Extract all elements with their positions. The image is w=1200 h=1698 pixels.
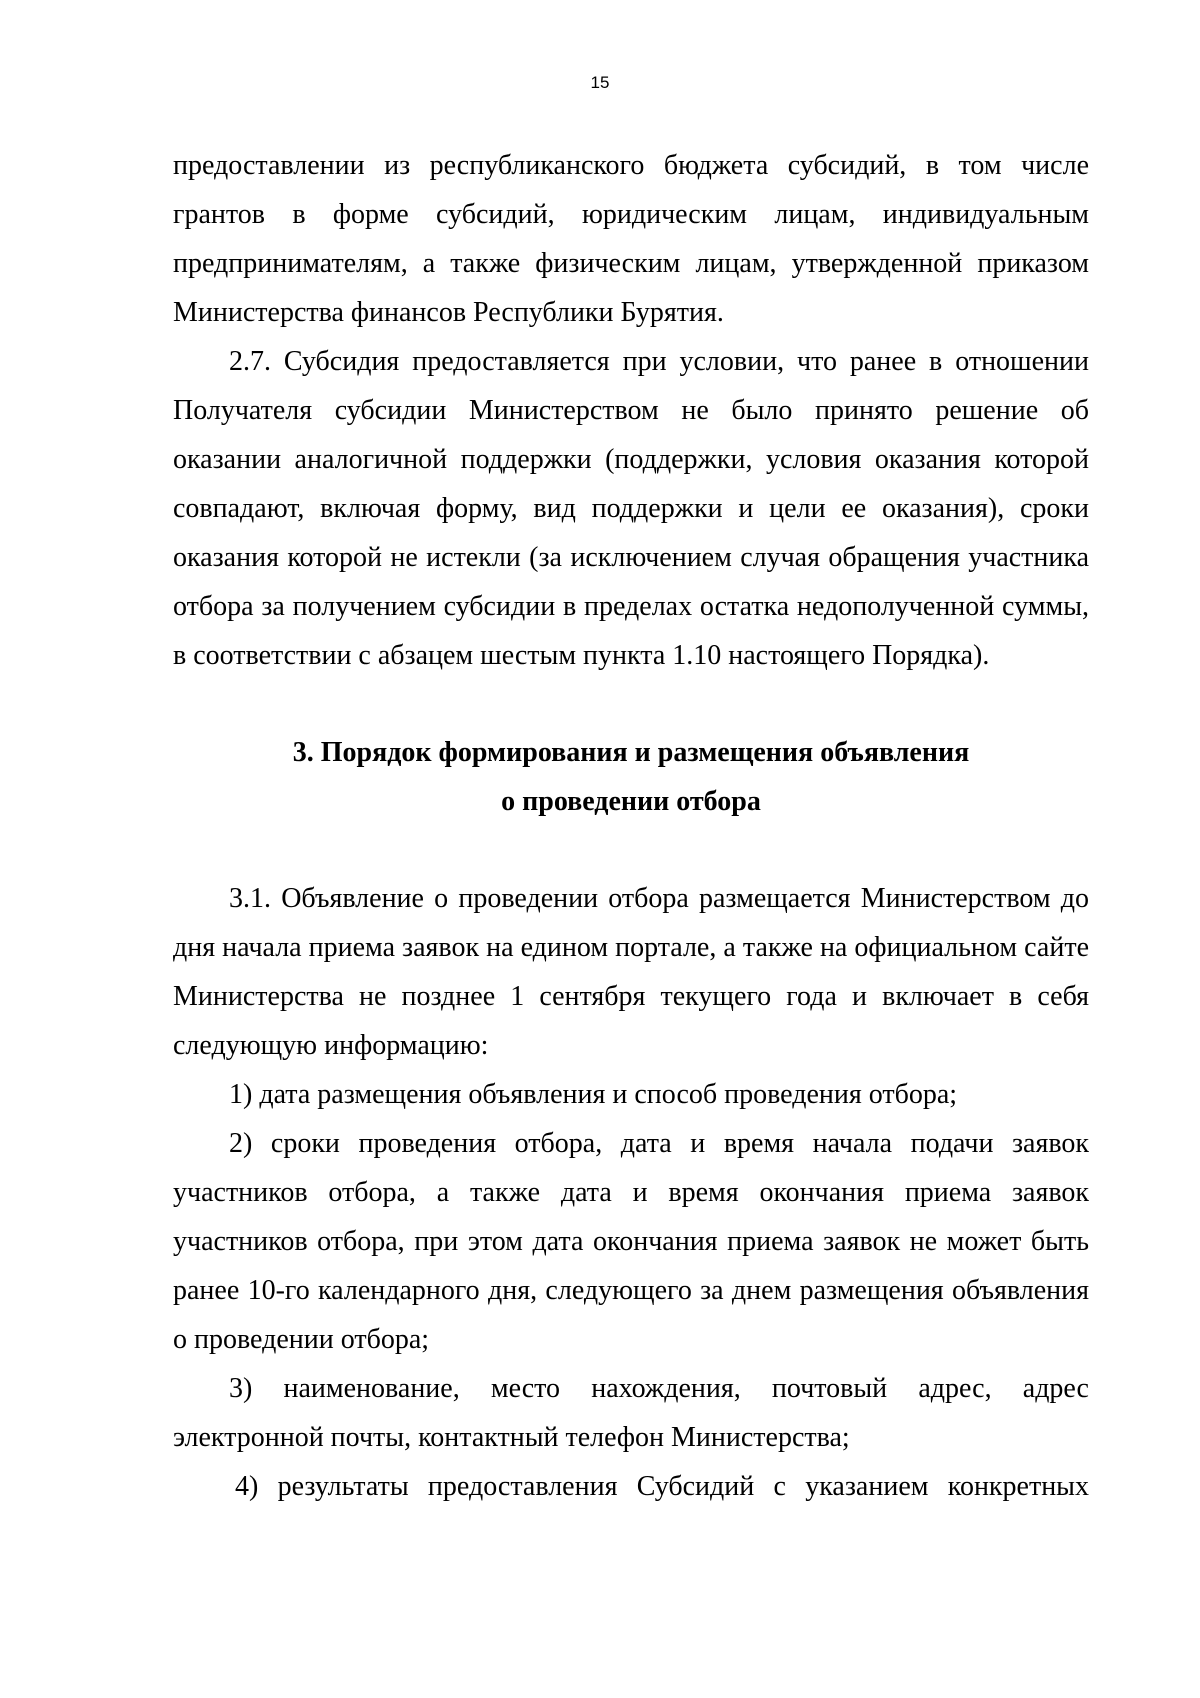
document-body: [173, 141, 1089, 1511]
section-heading-line-1: 3. Порядок формирования и размещения объявления: [292, 737, 970, 768]
section-heading: [173, 728, 1089, 826]
list-item-3: 3) наименование, место нахождения, почтовый адрес, адрес электронной почты, контактный телефон Министерства;: [173, 1373, 1089, 1453]
list-item-2: 2) сроки проведения отбора, дата и время начала подачи заявок участников отбора, а также дата и время окончания приема заявок участников отбора, при этом дата окончания приема заявок не может быть ранее 10-го календарного дня, следующего за днем размещения объявления о проведении отбора;: [173, 1128, 1089, 1355]
list-item-1: 1) дата размещения объявления и способ проведения отбора;: [229, 1079, 958, 1110]
list-item-4: 4) результаты предоставления Субсидий с указанием конкретных: [235, 1471, 1089, 1502]
page-number: 15: [590, 73, 610, 92]
paragraph-3-1: 3.1. Объявление о проведении отбора размещается Министерством до дня начала приема заявок на едином портале, а также на официальном сайте Министерства не позднее 1 сентября текущего года и включает в себя следующую информацию:: [173, 883, 1089, 1061]
section-heading-line-2: о проведении отбора: [501, 786, 761, 817]
paragraph-continuation: предоставлении из республиканского бюджета субсидий, в том числе грантов в форме субсидий, юридическим лицам, индивидуальным предпринимателям, а также физическим лицам, утвержденной приказом Министерства финансов Республики Бурятия.: [173, 150, 1089, 328]
paragraph-2-7: 2.7. Субсидия предоставляется при условии, что ранее в отношении Получателя субсидии Министерством не было принято решение об оказании аналогичной поддержки (поддержки, условия оказания которой совпадают, включая форму, вид поддержки и цели ее оказания), сроки оказания которой не истекли (за исключением случая обращения участника отбора за получением субсидии в пределах остатка недополученной суммы, в соответствии с абзацем шестым пункта 1.10 настоящего Порядка).: [173, 346, 1089, 671]
